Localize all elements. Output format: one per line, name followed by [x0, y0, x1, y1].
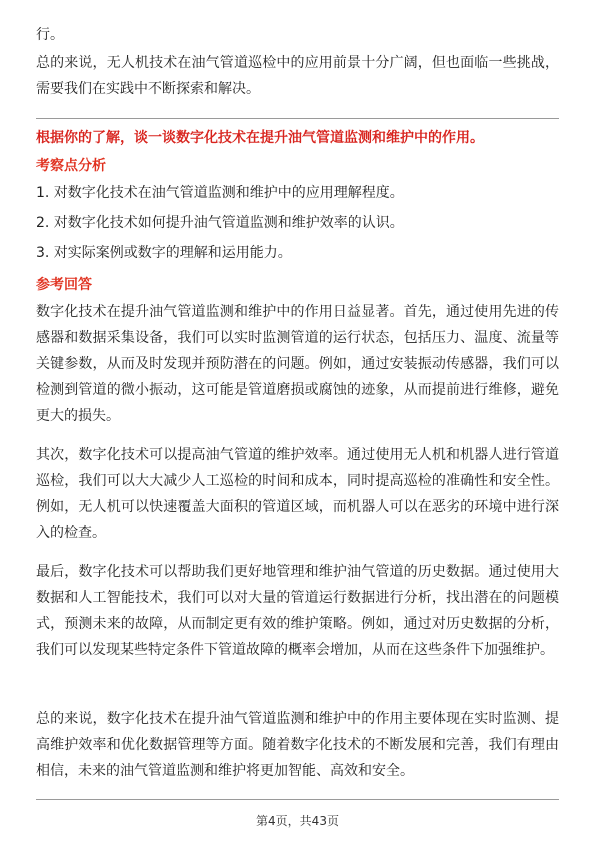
section-divider-top [36, 118, 559, 119]
analysis-item: 1. 对数字化技术在油气管道监测和维护中的应用理解程度。 [36, 185, 404, 201]
answer-paragraph-2: 其次，数字化技术可以提高油气管道的维护效率。通过使用无人机和机器人进行管道巡检，我们可以大大减少人工巡检的时间和成本，同时提高巡检的准确性和安全性。例如，无人机可以快速覆盖大面积的管道区域，而机器人可以在恶劣的环境中进行深入的检查。 [36, 447, 559, 541]
analysis-item: 3. 对实际案例或数字的理解和运用能力。 [36, 245, 292, 261]
answer-paragraph-4: 总的来说，数字化技术在提升油气管道监测和维护中的作用主要体现在实时监测、提高维护效率和优化数据管理等方面。随着数字化技术的不断发展和完善，我们有理由相信，未来的油气管道监测和维护将更加智能、高效和安全。 [36, 711, 559, 779]
answer-paragraph-1: 数字化技术在提升油气管道监测和维护中的作用日益显著。首先，通过使用先进的传感器和数据采集设备，我们可以实时监测管道的运行状态，包括压力、温度、流量等关键参数，从而及时发现并预防潜在的问题。例如，通过安装振动传感器，我们可以检测到管道的微小振动，这可能是管道磨损或腐蚀的迹象，从而提前进行维修，避免更大的损失。 [36, 304, 559, 424]
answer-heading: 参考回答 [36, 277, 92, 293]
analysis-item: 2. 对数字化技术如何提升油气管道监测和维护效率的认识。 [36, 215, 404, 231]
intro-summary-paragraph: 总的来说，无人机技术在油气管道巡检中的应用前景十分广阔，但也面临一些挑战，需要我们在实践中不断探索和解决。 [36, 55, 559, 97]
page-number: 第4页，共43页 [256, 814, 339, 828]
footer-divider [36, 799, 559, 800]
question-title: 根据你的了解，谈一谈数字化技术在提升油气管道监测和维护中的作用。 [36, 130, 484, 146]
answer-paragraph-3: 最后，数字化技术可以帮助我们更好地管理和维护油气管道的历史数据。通过使用大数据和人工智能技术，我们可以对大量的管道运行数据进行分析，找出潜在的问题模式，预测未来的故障，从而制定更有效的维护策略。例如，通过对历史数据的分析，我们可以发现某些特定条件下管道故障的概率会增加，从而在这些条件下加强维护。 [36, 564, 559, 658]
intro-tail-text: 行。 [36, 27, 64, 43]
analysis-heading: 考察点分析 [36, 158, 106, 174]
